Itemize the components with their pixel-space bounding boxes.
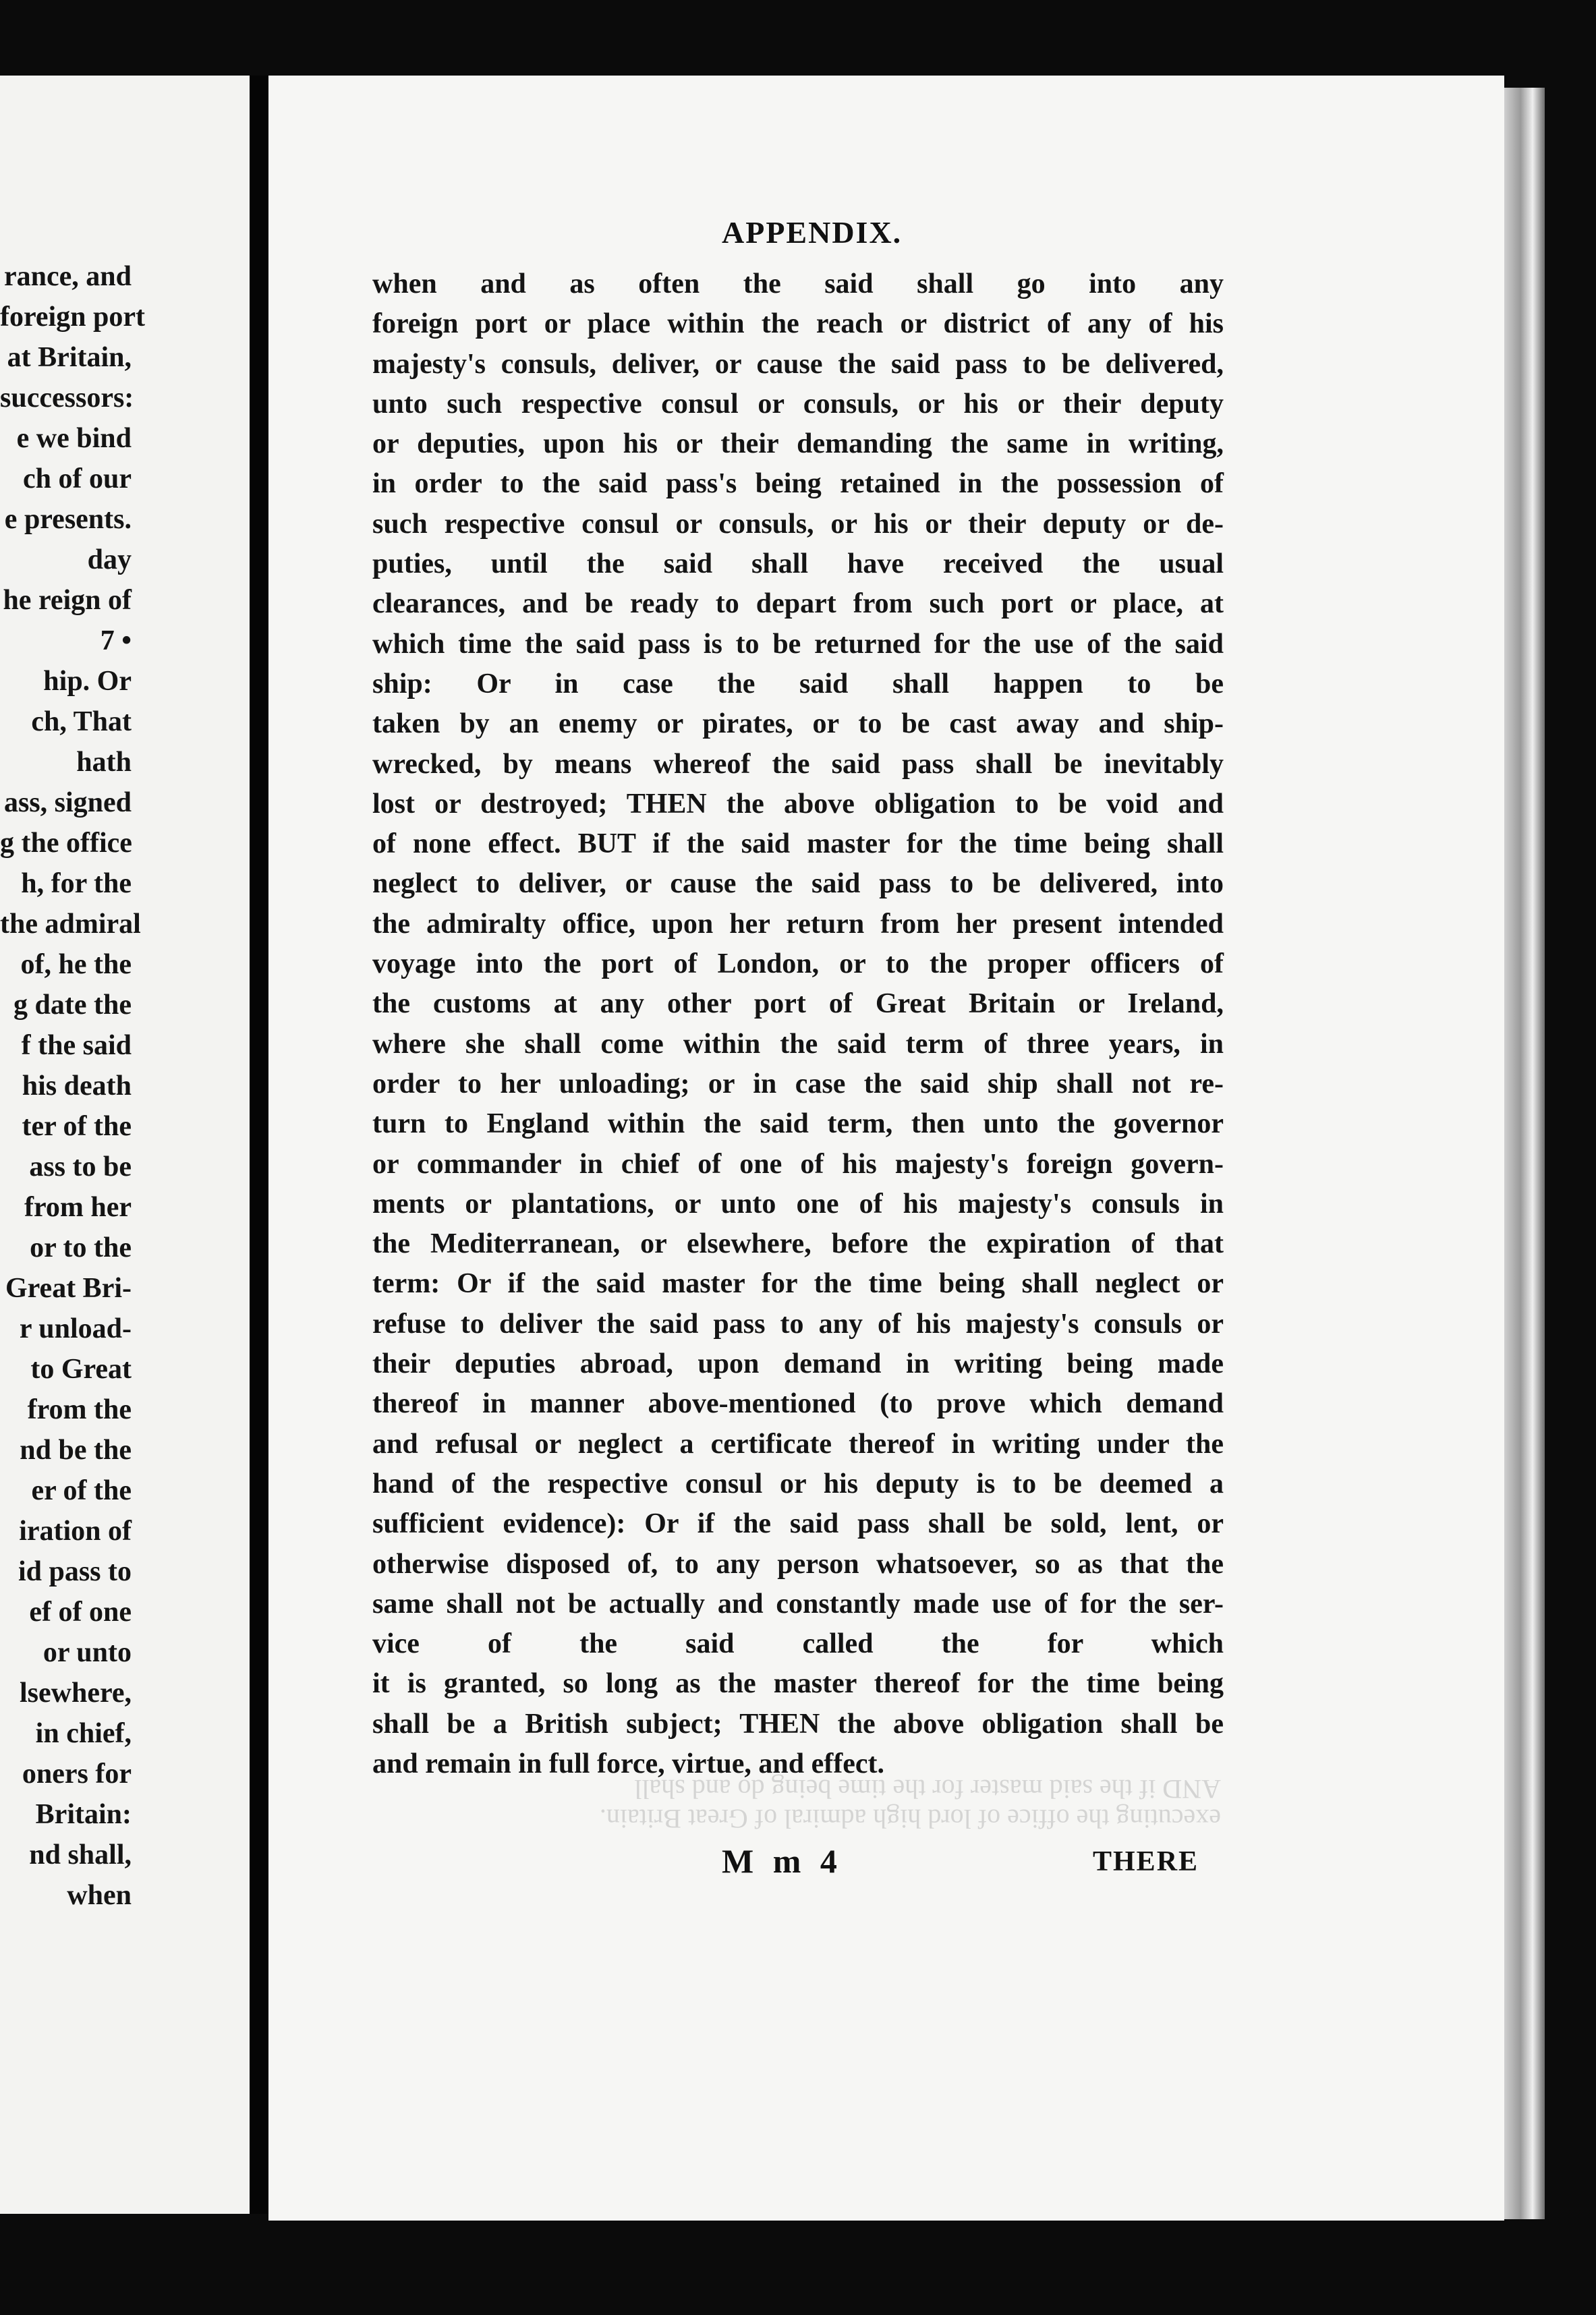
left-page-line: successors: xyxy=(0,382,134,413)
body-line: which time the said pass is to be returned for the use of the said xyxy=(372,628,1224,660)
body-line: turn to England within the said term, then unto the governor xyxy=(372,1108,1224,1140)
body-line: vice of the said called the for which xyxy=(372,1628,1224,1660)
show-through-text: executing the office of lord high admiral of Great Britain. AND if the said master for the time being do and shall xyxy=(599,1774,1221,1834)
left-page-line: or unto xyxy=(42,1637,132,1668)
body-line: their deputies abroad, upon demand in writing being made xyxy=(372,1348,1224,1380)
body-line: the admiralty office, upon her return from her present intended xyxy=(372,908,1224,940)
body-line: sufficient evidence): Or if the said pass shall be sold, lent, or xyxy=(372,1508,1224,1540)
body-line: unto such respective consul or consuls, or his or their deputy xyxy=(372,388,1224,420)
left-page-line: r unload- xyxy=(19,1313,132,1344)
left-page-text-column xyxy=(0,256,146,1916)
left-page-line: in chief, xyxy=(35,1718,132,1749)
left-page-line: hath xyxy=(76,747,132,778)
body-text xyxy=(372,264,1224,1784)
running-header: APPENDIX. xyxy=(722,215,903,250)
left-page-line: h, for the xyxy=(21,868,132,899)
body-line: shall be a British subject; THEN the above obligation shall be xyxy=(372,1708,1224,1740)
left-page-line: Britain: xyxy=(35,1799,132,1830)
body-line: lost or destroyed; THEN the above obligation to be void and xyxy=(372,788,1224,820)
left-page-line: at Britain, xyxy=(7,342,132,373)
body-line: the customs at any other port of Great Britain or Ireland, xyxy=(372,988,1224,1020)
left-page-line: er of the xyxy=(31,1475,132,1506)
body-line: taken by an enemy or pirates, or to be cast away and ship- xyxy=(372,708,1224,740)
left-page-line: ass to be xyxy=(29,1151,132,1182)
body-line: and remain in full force, virtue, and effect. xyxy=(372,1748,885,1779)
left-page-line: ch of our xyxy=(23,463,132,494)
left-page-line: foreign port xyxy=(0,302,146,333)
catchword: THERE xyxy=(1093,1846,1199,1877)
left-page-line: oners for xyxy=(22,1759,132,1790)
left-page-line: 7 • xyxy=(100,625,132,656)
left-page-line: from the xyxy=(27,1394,132,1425)
left-page-line: day xyxy=(87,544,132,575)
body-line: ship: Or in case the said shall happen to be xyxy=(372,668,1224,699)
left-page-line: Great Bri- xyxy=(5,1273,132,1304)
book-gutter xyxy=(250,76,268,2214)
left-page-line: g the office xyxy=(0,828,132,859)
left-page-line: iration of xyxy=(19,1516,132,1547)
left-page-line: or to the xyxy=(30,1232,132,1263)
body-line: in order to the said pass's being retained in the possession of xyxy=(372,468,1224,500)
body-line: it is granted, so long as the master thereof for the time being xyxy=(372,1668,1224,1700)
left-page-line: e presents. xyxy=(4,504,132,535)
body-line: hand of the respective consul or his deputy is to be deemed a xyxy=(372,1468,1224,1499)
left-page-line: ass, signed xyxy=(3,787,132,818)
body-line: where she shall come within the said term of three years, in xyxy=(372,1028,1224,1060)
body-line: term: Or if the said master for the time being shall neglect or xyxy=(372,1268,1224,1300)
body-line: refuse to deliver the said pass to any of his majesty's consuls or xyxy=(372,1308,1224,1340)
body-line: puties, until the said shall have received the usual xyxy=(372,548,1224,580)
left-page-line: the admiral xyxy=(0,909,141,940)
body-line: majesty's consuls, deliver, or cause the said pass to be delivered, xyxy=(372,348,1224,380)
body-line: such respective consul or consuls, or his or their deputy or de- xyxy=(372,508,1224,540)
left-page-line: nd shall, xyxy=(29,1839,132,1870)
left-page-line: rance, and xyxy=(4,261,132,292)
body-line: and refusal or neglect a certificate thereof in writing under the xyxy=(372,1428,1224,1460)
body-line: foreign port or place within the reach or district of any of his xyxy=(372,308,1224,340)
left-page-line: to Great xyxy=(30,1354,132,1385)
signature-mark: M m 4 xyxy=(722,1842,843,1880)
left-page-line: id pass to xyxy=(18,1556,132,1587)
body-line: wrecked, by means whereof the said pass shall be inevitably xyxy=(372,748,1224,780)
body-line: same shall not be actually and constantly made use of for the ser- xyxy=(372,1588,1224,1620)
body-line: clearances, and be ready to depart from such port or place, at xyxy=(372,588,1224,620)
body-line: when and as often the said shall go into any xyxy=(372,268,1224,299)
left-page-line: his death xyxy=(22,1070,132,1102)
left-page-line: hip. Or xyxy=(43,666,132,697)
left-page-line: g date the xyxy=(13,990,132,1021)
body-line: or deputies, upon his or their demanding the same in writing, xyxy=(372,428,1224,460)
body-line: the Mediterranean, or elsewhere, before the expiration of that xyxy=(372,1228,1224,1260)
left-page-line: e we bind xyxy=(16,423,132,454)
body-line: ments or plantations, or unto one of his majesty's consuls in xyxy=(372,1188,1224,1220)
left-page-line: ter of the xyxy=(22,1111,132,1142)
body-line: or commander in chief of one of his majesty's foreign govern- xyxy=(372,1148,1224,1180)
left-page-line: he reign of xyxy=(3,585,132,616)
left-page-line: f the said xyxy=(21,1030,132,1061)
page-edge xyxy=(1504,88,1545,2219)
left-page-line: nd be the xyxy=(20,1435,132,1466)
left-page-line: lsewhere, xyxy=(19,1678,132,1709)
body-line: of none effect. BUT if the said master for the time being shall xyxy=(372,828,1224,860)
body-line: thereof in manner above-mentioned (to prove which demand xyxy=(372,1388,1224,1420)
left-page-line: when xyxy=(67,1880,132,1911)
body-line: voyage into the port of London, or to the proper officers of xyxy=(372,948,1224,980)
body-line: otherwise disposed of, to any person whatsoever, so as that the xyxy=(372,1548,1224,1580)
body-line: order to her unloading; or in case the said ship shall not re- xyxy=(372,1068,1224,1099)
left-page-line: ch, That xyxy=(31,706,132,737)
left-page-line: from her xyxy=(24,1192,132,1223)
left-page xyxy=(0,76,250,2214)
left-page-line: ef of one xyxy=(29,1597,132,1628)
body-line: neglect to deliver, or cause the said pass to be delivered, into xyxy=(372,868,1224,900)
left-page-line: of, he the xyxy=(20,949,132,980)
